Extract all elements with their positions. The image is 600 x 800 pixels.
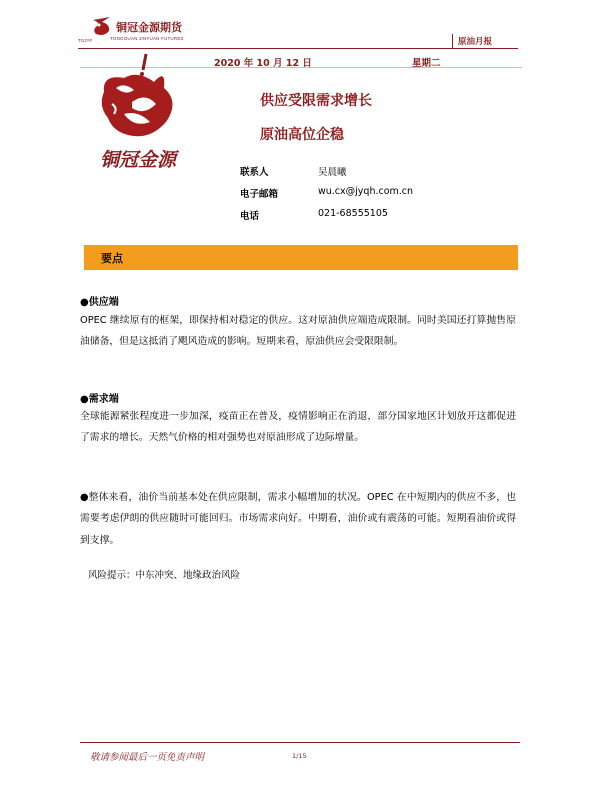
- report-title-line2: 原油高位企稳: [260, 127, 344, 143]
- page-number: 1/15: [292, 752, 307, 760]
- header-divider: [452, 34, 453, 48]
- company-name-en: TONGGUAN JINYUAN FUTURES: [110, 36, 184, 41]
- company-logo: [90, 16, 114, 38]
- brand-emblem: [94, 52, 194, 172]
- demand-paragraph: 全球能源紧张程度进一步加深，疫苗正在普及，疫情影响正在消退，部分国家地区计划放开这都促进了需求的增长。天然气价格的相对强势也对原油形成了边际增量。: [80, 411, 516, 444]
- email-link[interactable]: wu.cx@jyqh.com.cn: [318, 186, 414, 197]
- overall-paragraph: ●整体来看，油价当前基本处在供应限制，需求小幅增加的状况。OPEC 在中短期内的供应不多，也需要考虑伊朗的供应随时可能回归。市场需求向好。中期看，油价或有震荡的可能。短期看油价或得到支撑。: [80, 492, 516, 546]
- contact-label: 联系人: [240, 167, 269, 178]
- company-name: 铜冠金源期货: [116, 21, 182, 34]
- demand-heading: ●需求端: [80, 394, 119, 405]
- phone-value: 021-68555105: [318, 208, 388, 219]
- supply-paragraph: OPEC 继续原有的框架，即保持相对稳定的供应。这对原油供应端造成限制。同时美国还打算抛售原油储备，但是这抵消了飓风造成的影响。短期来看，原油供应会受限限制。: [80, 315, 516, 348]
- supply-heading: ●供应端: [80, 297, 119, 308]
- header-rule: [78, 48, 518, 49]
- email-label: 电子邮箱: [240, 189, 279, 200]
- risk-notice: 风险提示：中东冲突、地缘政治风险: [88, 570, 241, 581]
- emblem-calligraphy: 铜冠金源: [100, 149, 177, 171]
- phone-label: 电话: [240, 211, 260, 222]
- footer-rule: [80, 742, 520, 743]
- report-title-line1: 供应受限需求增长: [260, 93, 372, 109]
- footer-disclaimer: 敬请参阅最后一页免责声明: [90, 752, 205, 763]
- key-points-bar: [84, 245, 518, 270]
- report-weekday: 星期二: [412, 58, 441, 69]
- key-points-heading: 要点: [101, 252, 123, 265]
- report-date: 2020 年 10 月 12 日: [214, 58, 312, 69]
- report-type: 原油月报: [458, 37, 493, 47]
- logo-abbr: TGJYF: [78, 38, 93, 43]
- contact-name: 吴晨曦: [318, 167, 347, 178]
